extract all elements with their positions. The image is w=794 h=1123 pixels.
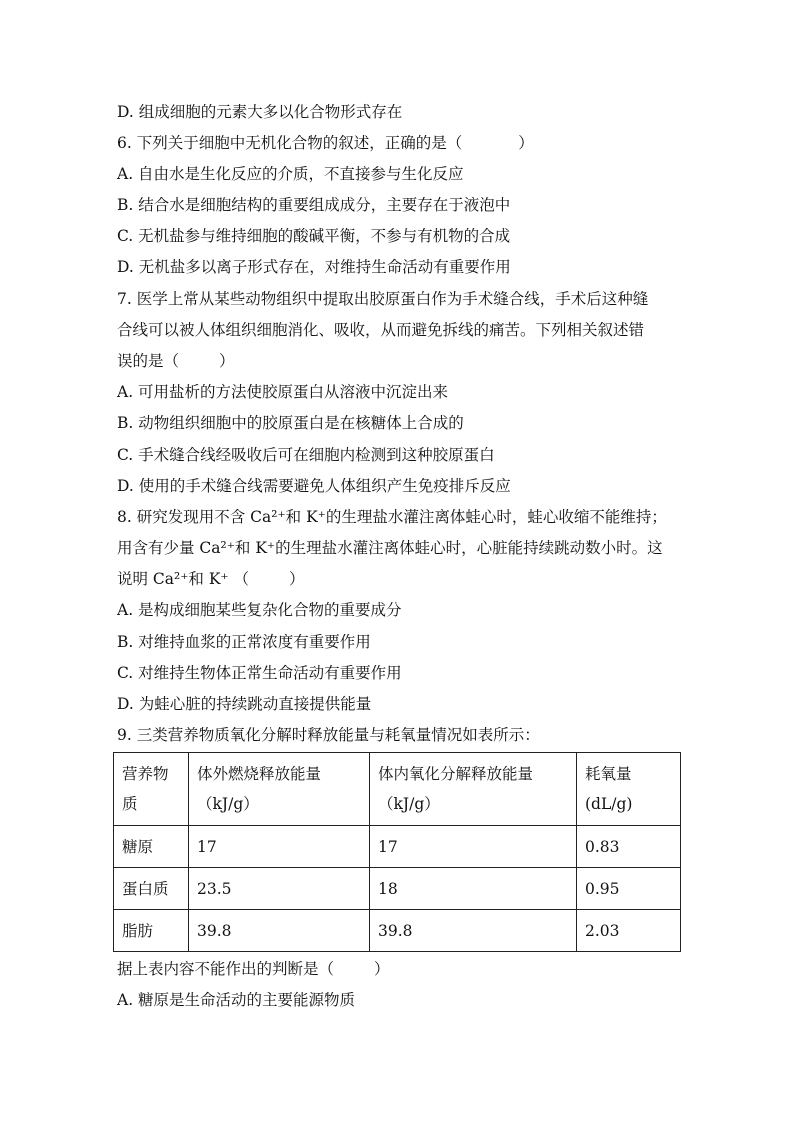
question-7-stem-line-3 <box>117 351 235 371</box>
question-9-followup <box>117 959 390 979</box>
question-5-option-d: D. 组成细胞的元素大多以化合物形式存在 <box>117 103 403 121</box>
question-7-option-a: A. 可用盐析的方法使胶原蛋白从溶液中沉淀出来 <box>117 383 449 401</box>
table-cell: 18 <box>370 868 577 910</box>
table-row <box>114 826 681 868</box>
question-7-stem-line-1: 7. 医学上常从某些动物组织中提取出胶原蛋白作为手术缝合线，手术后这种缝 <box>117 290 649 308</box>
question-6-option-b: B. 结合水是细胞结构的重要组成成分，主要存在于液泡中 <box>117 196 511 214</box>
question-9-followup-close: ） <box>374 960 390 978</box>
question-9-option-a: A. 糖原是生命活动的主要能源物质 <box>117 991 356 1009</box>
table-cell: 17 <box>370 826 577 868</box>
question-6-stem <box>117 133 534 153</box>
question-6-option-d: D. 无机盐多以离子形式存在，对维持生命活动有重要作用 <box>117 258 511 276</box>
question-8-option-a: A. 是构成细胞某些复杂化合物的重要成分 <box>117 601 402 619</box>
question-6-close: ） <box>518 134 534 152</box>
question-6-option-c: C. 无机盐参与维持细胞的酸碱平衡，不参与有机物的合成 <box>117 227 511 245</box>
question-7-close: ） <box>219 352 235 370</box>
table-header-cell: 营养物 质 <box>114 753 189 826</box>
question-8-option-b: B. 对维持血浆的正常浓度有重要作用 <box>117 633 371 651</box>
question-7-option-c: C. 手术缝合线经吸收后可在细胞内检测到这种胶原蛋白 <box>117 446 495 464</box>
question-8-text: 说明 Ca²⁺和 K⁺ （ <box>117 570 250 588</box>
table-cell: 23.5 <box>189 868 370 910</box>
table-cell: 39.8 <box>189 910 370 952</box>
table-header-cell: 体外燃烧释放能量 （kJ/g） <box>189 753 370 826</box>
question-7-stem-line-2: 合线可以被人体组织细胞消化、吸收，从而避免拆线的痛苦。下列相关叙述错 <box>117 321 645 339</box>
question-8-option-c: C. 对维持生物体正常生命活动有重要作用 <box>117 664 402 682</box>
question-8-stem-line-1: 8. 研究发现用不含 Ca²⁺和 K⁺的生理盐水灌注离体蛙心时，蛙心收缩不能维持； <box>117 508 667 526</box>
table-header-row <box>114 753 681 826</box>
table-cell: 17 <box>189 826 370 868</box>
question-6-option-a: A. 自由水是生化反应的介质，不直接参与生化反应 <box>117 165 464 183</box>
question-7-option-d: D. 使用的手术缝合线需要避免人体组织产生免疫排斥反应 <box>117 477 511 495</box>
question-8-stem-line-3 <box>117 569 305 589</box>
table-row <box>114 868 681 910</box>
table-cell: 0.95 <box>577 868 681 910</box>
table-cell: 39.8 <box>370 910 577 952</box>
question-8-option-d: D. 为蛙心脏的持续跳动直接提供能量 <box>117 695 372 713</box>
table-cell: 0.83 <box>577 826 681 868</box>
question-8-close: ） <box>289 570 305 588</box>
table-cell: 蛋白质 <box>114 868 189 910</box>
question-6-text: 6. 下列关于细胞中无机化合物的叙述，正确的是（ <box>117 134 463 152</box>
question-8-stem-line-2: 用含有少量 Ca²⁺和 K⁺的生理盐水灌注离体蛙心时，心脏能持续跳动数小时。这 <box>117 539 663 557</box>
table-cell: 糖原 <box>114 826 189 868</box>
table-header-cell: 耗氧量(dL/g) <box>577 753 681 826</box>
table-header-cell: 体内氧化分解释放能量 （kJ/g） <box>370 753 577 826</box>
question-9-followup-text: 据上表内容不能作出的判断是（ <box>117 960 335 978</box>
table-row <box>114 910 681 952</box>
table-cell: 2.03 <box>577 910 681 952</box>
table-cell: 脂肪 <box>114 910 189 952</box>
question-7-option-b: B. 动物组织细胞中的胶原蛋白是在核糖体上合成的 <box>117 414 464 432</box>
question-9-stem: 9. 三类营养物质氧化分解时释放能量与耗氧量情况如表所示： <box>117 726 540 744</box>
nutrient-energy-table <box>113 752 681 952</box>
question-7-text: 误的是（ <box>117 352 180 370</box>
